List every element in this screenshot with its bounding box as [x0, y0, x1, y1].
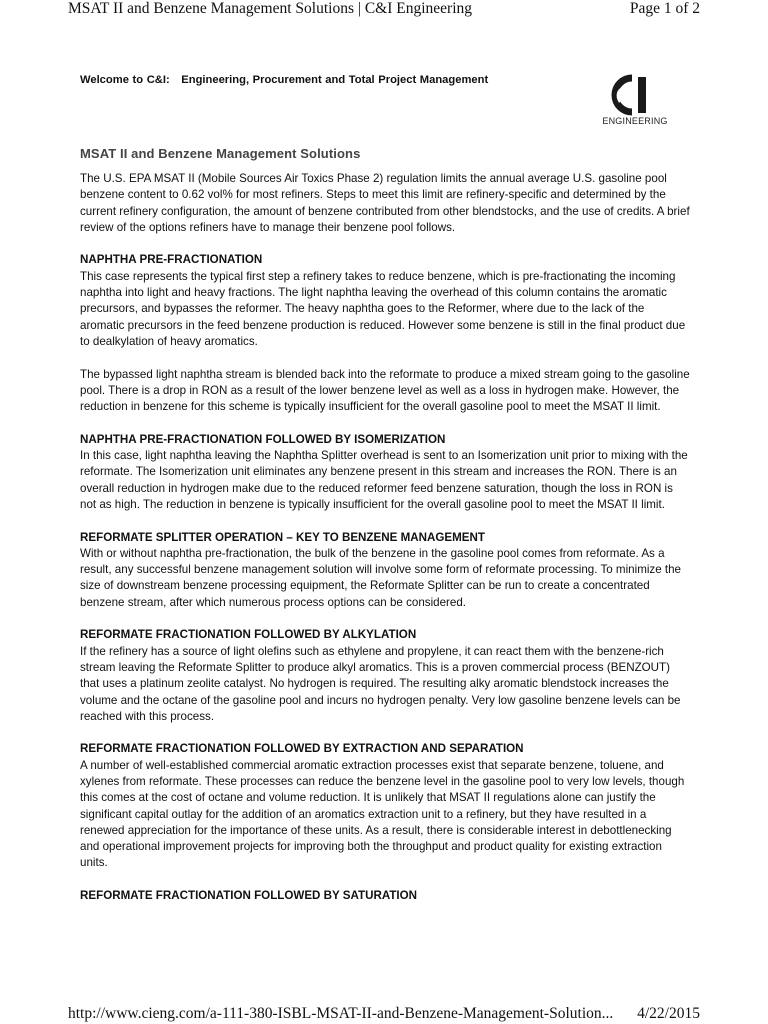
section-paragraph: This case represents the typical first step a refinery takes to reduce benzene, which is pre-fractionating the incoming naphtha into light and heavy fractions. The light naphtha leaving the overhead of this column contains the aromatic precursors, and bypasses the reformer. The heavy naphtha goes to the Reformer, where due to the lack of the aromatic precursors in the feed benzene production is reduced. However some benzene is still in the final product due to dealkylation of heavy aromatics.	[80, 269, 686, 348]
print-header	[68, 0, 700, 18]
section-paragraph: If the refinery has a source of light olefins such as ethylene and propylene, it can react them with the benzene-rich stream leaving the Reformate Splitter to produce alkyl aromatics. This is a proven commercial process (BENZOUT) that uses a platinum zeolite catalyst. No hydrogen is required. The resulting alky aromatic blendstock increases the volume and the octane of the gasoline pool and incurs no hydrogen penalty. Very low gasoline benzene levels can be reached with this process.	[80, 644, 681, 723]
section-paragraph: A number of well-established commercial aromatic extraction processes exist that separate benzene, toluene, and xylenes from reformate. These processes can reduce the benzene level in the gasoline pool to very low levels, though this comes at the cost of octane and volume reduction. It is unlikely that MSAT II regulations alone can justify the significant capital outlay for the addition of an aromatics extraction unit to a refinery, but they have resulted in a renewed appreciation for the importance of these units. As a result, there is considerable interest in debottlenecking and operational improvement projects for improving both the throughput and product quality for existing extraction units.	[80, 758, 685, 870]
section-paragraph: With or without naphtha pre-fractionation, the bulk of the benzene in the gasoline pool comes from reformate. As a result, any successful benzene management solution will involve some form of reformate processing. To minimize the size of downstream benzene processing equipment, the Reformate Splitter can be run to create a concentrated benzene stream, after which numerous process options can be considered.	[80, 546, 682, 609]
c-and-i-logo-icon	[598, 72, 672, 118]
section-reformate-splitter	[80, 530, 690, 611]
page-number: Page 1 of 2	[629, 0, 700, 17]
section-heading: REFORMATE FRACTIONATION FOLLOWED BY ALKYLATION	[80, 628, 417, 642]
section-naphtha-pre-fractionation	[80, 252, 690, 415]
print-header-title: MSAT II and Benzene Management Solutions | C&I Engineering	[68, 0, 473, 17]
section-extraction	[80, 741, 690, 871]
section-isomerization	[80, 432, 690, 513]
welcome-line	[80, 74, 488, 86]
section-heading: NAPHTHA PRE-FRACTIONATION FOLLOWED BY ISOMERIZATION	[80, 432, 446, 446]
section-paragraph: The bypassed light naphtha stream is blended back into the reformate to produce a mixed stream going to the gasoline pool. There is a drop in RON as a result of the lower benzene level as well as a loss in hydrogen make. However, the reduction in benzene for this scheme is typically insufficient for the overall gasoline pool to meet the MSAT II limit.	[80, 367, 690, 414]
company-logo	[598, 72, 672, 128]
intro-paragraph: The U.S. EPA MSAT II (Mobile Sources Air Toxics Phase 2) regulation limits the annual average U.S. gasoline pool benzene content to 0.62 vol% for most refiners. Steps to meet this limit are refinery-specific and determined by the current refinery configuration, the amount of benzene contributed from other blendstocks, and the use of credits. A brief review of the options refiners have to manage their benzene pool follows.	[80, 172, 690, 234]
document-title: MSAT II and Benzene Management Solutions	[80, 146, 361, 161]
section-heading: NAPHTHA PRE-FRACTIONATION	[80, 253, 263, 267]
article-body	[80, 146, 690, 904]
section-saturation	[80, 888, 690, 904]
section-heading: REFORMATE FRACTIONATION FOLLOWED BY SATURATION	[80, 889, 418, 903]
section-heading: REFORMATE SPLITTER OPERATION – KEY TO BENZENE MANAGEMENT	[80, 530, 485, 544]
print-date: 4/22/2015	[637, 1005, 700, 1022]
print-footer	[68, 1005, 700, 1023]
section-paragraph: In this case, light naphtha leaving the Naphtha Splitter overhead is sent to an Isomerization unit prior to mixing with the reformate. The Isomerization unit eliminates any benzene present in this stream and increases the RON. There is an overall reduction in hydrogen make due to the reduced reformer feed benzene saturation, though the loss in RON is not as high. The reduction in benzene is typically insufficient for the overall gasoline pool to meet the MSAT II limit.	[80, 449, 688, 511]
section-heading: REFORMATE FRACTIONATION FOLLOWED BY EXTRACTION AND SEPARATION	[80, 742, 524, 756]
logo-text: ENGINEERING	[602, 116, 668, 126]
welcome-tagline: Engineering, Procurement and Total Project Management	[181, 74, 489, 86]
source-url: http://www.cieng.com/a-111-380-ISBL-MSAT-II-and-Benzene-Management-Solution...	[68, 1005, 614, 1022]
welcome-prefix: Welcome to C&I:	[80, 74, 170, 86]
section-alkylation	[80, 627, 690, 725]
